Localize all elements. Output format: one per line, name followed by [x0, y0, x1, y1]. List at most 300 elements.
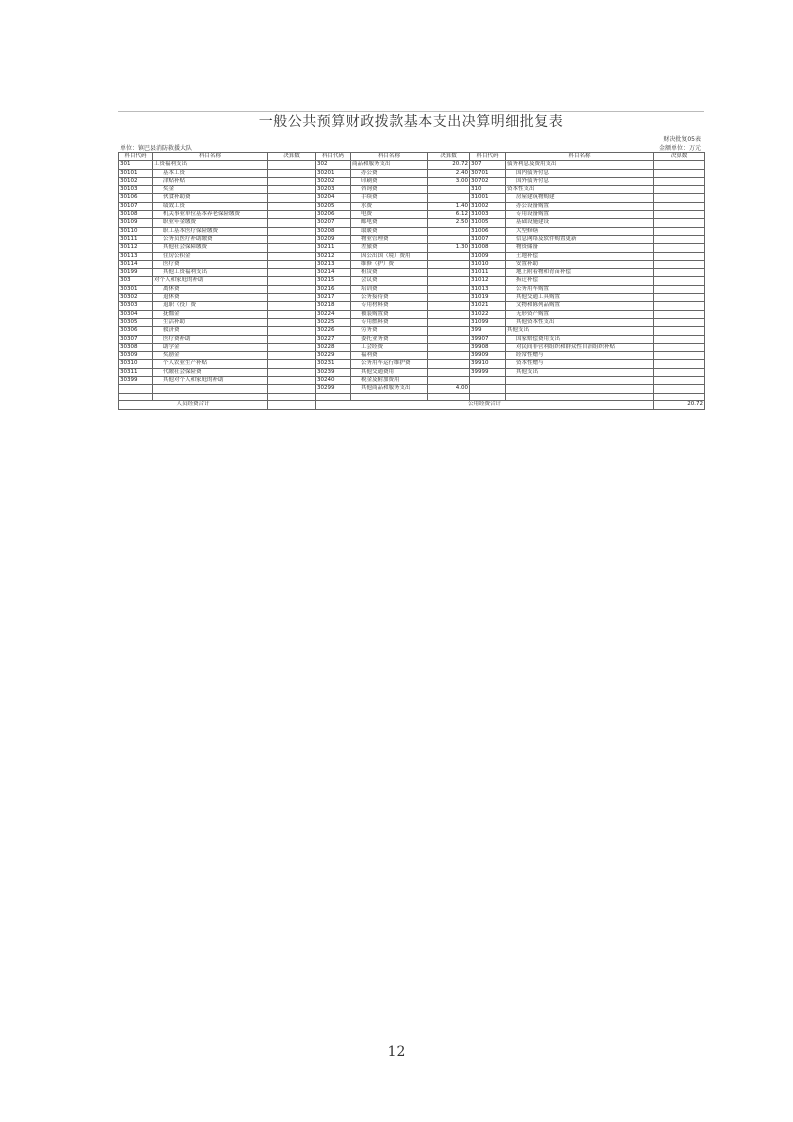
amount — [654, 252, 705, 260]
table-row — [119, 343, 705, 351]
account-name: 其他社会保障缴费 — [153, 244, 268, 252]
amount: 4.00 — [428, 385, 470, 393]
account-code: 31002 — [470, 202, 506, 210]
amount — [268, 327, 316, 335]
amount — [428, 377, 470, 385]
table-row — [119, 169, 705, 177]
amount — [654, 177, 705, 185]
account-name: 水费 — [351, 202, 428, 210]
table-row — [119, 260, 705, 268]
account-code: 30231 — [316, 360, 351, 368]
column-header: 决算数 — [268, 153, 316, 161]
amount — [654, 169, 705, 177]
money-unit-label: 金额单位：万元 — [658, 145, 701, 152]
amount — [268, 285, 316, 293]
amount — [268, 360, 316, 368]
account-name: 津贴补贴 — [153, 177, 268, 185]
header-row — [119, 153, 705, 161]
amount — [654, 285, 705, 293]
amount — [268, 335, 316, 343]
account-code: 30101 — [119, 169, 153, 177]
account-code: 30109 — [119, 219, 153, 227]
account-code: 39999 — [470, 368, 506, 376]
table-row — [119, 302, 705, 310]
account-name — [506, 377, 654, 385]
account-name: 取暖费 — [351, 227, 428, 235]
amount — [268, 269, 316, 277]
account-name: 租赁费 — [351, 269, 428, 277]
sheet-meta — [118, 133, 704, 152]
amount — [654, 186, 705, 194]
account-code: 30309 — [119, 352, 153, 360]
account-code: 30114 — [119, 260, 153, 268]
account-name: 国家赔偿费用支出 — [506, 335, 654, 343]
account-name: 机关事业单位基本养老保险缴费 — [153, 211, 268, 219]
amount — [268, 227, 316, 235]
account-name — [506, 385, 654, 393]
account-code: 307 — [470, 161, 506, 169]
account-name: 专用材料费 — [351, 302, 428, 310]
account-code: 30399 — [119, 377, 153, 385]
amount — [428, 343, 470, 351]
totals-row — [119, 400, 705, 409]
account-code: 31019 — [470, 294, 506, 302]
public-total-label: 公用经费合计 — [316, 400, 654, 409]
sheet-title: 一般公共预算财政拨款基本支出决算明细批复表 — [118, 111, 704, 133]
account-code: 31010 — [470, 260, 506, 268]
unit-label: 单位：镇巴县消防救援大队 — [120, 145, 193, 152]
spacer-row — [119, 393, 705, 400]
amount — [654, 211, 705, 219]
account-code: 30305 — [119, 318, 153, 326]
account-code: 31012 — [470, 277, 506, 285]
account-name: 维修（护）费 — [351, 260, 428, 268]
account-code: 30311 — [119, 368, 153, 376]
column-header: 决算数 — [654, 153, 705, 161]
account-code: 30306 — [119, 327, 153, 335]
account-name: 助学金 — [153, 343, 268, 351]
account-name: 大型修缮 — [506, 227, 654, 235]
account-code: 30201 — [316, 169, 351, 177]
amount — [654, 327, 705, 335]
amount — [654, 377, 705, 385]
amount — [268, 177, 316, 185]
account-code: 30228 — [316, 343, 351, 351]
account-name: 物资储备 — [506, 244, 654, 252]
account-name: 其他交通费用 — [351, 368, 428, 376]
account-name: 会议费 — [351, 277, 428, 285]
amount — [428, 227, 470, 235]
amount — [654, 352, 705, 360]
account-name: 差旅费 — [351, 244, 428, 252]
amount — [428, 318, 470, 326]
amount: 2.50 — [428, 219, 470, 227]
table-row — [119, 211, 705, 219]
account-name: 安置补助 — [506, 260, 654, 268]
table-row — [119, 294, 705, 302]
amount — [268, 277, 316, 285]
amount — [268, 186, 316, 194]
amount — [428, 335, 470, 343]
account-code: 39907 — [470, 335, 506, 343]
amount — [268, 161, 316, 169]
account-name: 医疗费 — [153, 260, 268, 268]
account-code: 30310 — [119, 360, 153, 368]
table-row — [119, 186, 705, 194]
account-code: 30229 — [316, 352, 351, 360]
amount — [268, 194, 316, 202]
account-code: 30224 — [316, 310, 351, 318]
account-code: 31013 — [470, 285, 506, 293]
account-code — [470, 385, 506, 393]
amount — [428, 277, 470, 285]
account-name: 对个人和家庭的补助 — [153, 277, 268, 285]
account-name: 土地补偿 — [506, 252, 654, 260]
account-name: 电费 — [351, 211, 428, 219]
account-name: 退休费 — [153, 294, 268, 302]
account-name: 对民间非营利组织和群众性自治组织补贴 — [506, 343, 654, 351]
account-code: 30112 — [119, 244, 153, 252]
table-row — [119, 360, 705, 368]
account-name: 物业管理费 — [351, 235, 428, 243]
account-code: 30113 — [119, 252, 153, 260]
account-code: 30205 — [316, 202, 351, 210]
account-code: 31009 — [470, 252, 506, 260]
empty-cell — [470, 393, 506, 400]
account-code: 30199 — [119, 269, 153, 277]
amount — [268, 377, 316, 385]
empty-cell — [316, 393, 351, 400]
account-code: 30212 — [316, 252, 351, 260]
amount — [654, 343, 705, 351]
amount — [654, 244, 705, 252]
account-name: 职业年金缴费 — [153, 219, 268, 227]
amount — [654, 219, 705, 227]
amount — [654, 360, 705, 368]
account-code: 30218 — [316, 302, 351, 310]
table-row — [119, 219, 705, 227]
account-name: 邮电费 — [351, 219, 428, 227]
amount — [654, 235, 705, 243]
account-name: 培训费 — [351, 285, 428, 293]
amount: 6.12 — [428, 211, 470, 219]
amount — [428, 360, 470, 368]
table-row — [119, 310, 705, 318]
empty-cell — [506, 393, 654, 400]
form-id: 财决批复05表 — [663, 136, 701, 143]
amount — [268, 368, 316, 376]
amount — [654, 161, 705, 169]
account-name: 被装购置费 — [351, 310, 428, 318]
account-code: 30307 — [119, 335, 153, 343]
empty-cell — [351, 393, 428, 400]
account-code: 31003 — [470, 211, 506, 219]
column-header: 科目名称 — [351, 153, 428, 161]
account-name: 其他交通工具购置 — [506, 294, 654, 302]
amount — [428, 302, 470, 310]
amount — [428, 260, 470, 268]
account-name: 绩效工资 — [153, 202, 268, 210]
amount: 20.72 — [428, 161, 470, 169]
amount: 3.00 — [428, 177, 470, 185]
account-name: 离休费 — [153, 285, 268, 293]
empty-cell — [428, 393, 470, 400]
account-name: 个人农业生产补贴 — [153, 360, 268, 368]
account-code: 30202 — [316, 177, 351, 185]
account-code: 31011 — [470, 269, 506, 277]
account-code: 30106 — [119, 194, 153, 202]
account-code: 30211 — [316, 244, 351, 252]
account-name: 拆迁补偿 — [506, 277, 654, 285]
table-row — [119, 377, 705, 385]
column-header: 科目名称 — [153, 153, 268, 161]
column-header: 决算数 — [428, 153, 470, 161]
account-code: 30302 — [119, 294, 153, 302]
account-name: 经常性赠与 — [506, 352, 654, 360]
account-name: 救济费 — [153, 327, 268, 335]
account-code: 30701 — [470, 169, 506, 177]
account-code: 31099 — [470, 318, 506, 326]
amount — [268, 318, 316, 326]
amount — [428, 235, 470, 243]
account-name: 公务员医疗补助缴费 — [153, 235, 268, 243]
account-name: 文物和陈列品购置 — [506, 302, 654, 310]
account-code: 30702 — [470, 177, 506, 185]
account-name: 商品和服务支出 — [351, 161, 428, 169]
amount — [654, 385, 705, 393]
account-name: 其他商品和服务支出 — [351, 385, 428, 393]
amount — [654, 310, 705, 318]
account-name: 债务利息及费用支出 — [506, 161, 654, 169]
account-code: 303 — [119, 277, 153, 285]
table-row — [119, 368, 705, 376]
account-name: 咨询费 — [351, 186, 428, 194]
account-code: 39908 — [470, 343, 506, 351]
account-name: 工会经费 — [351, 343, 428, 351]
amount — [268, 219, 316, 227]
amount — [654, 318, 705, 326]
account-name: 公务用车购置 — [506, 285, 654, 293]
table-row — [119, 335, 705, 343]
amount — [268, 244, 316, 252]
account-name: 其他工资福利支出 — [153, 269, 268, 277]
table-row — [119, 277, 705, 285]
account-name: 手续费 — [351, 194, 428, 202]
account-code: 31022 — [470, 310, 506, 318]
account-code: 30239 — [316, 368, 351, 376]
account-code: 30303 — [119, 302, 153, 310]
amount — [268, 310, 316, 318]
amount: 2.40 — [428, 169, 470, 177]
account-name: 代缴社会保险费 — [153, 368, 268, 376]
account-code: 30203 — [316, 186, 351, 194]
empty-cell — [268, 393, 316, 400]
amount — [428, 327, 470, 335]
account-code: 30299 — [316, 385, 351, 393]
empty-cell — [153, 393, 268, 400]
table-row — [119, 177, 705, 185]
table-row — [119, 252, 705, 260]
account-name: 其他支出 — [506, 327, 654, 335]
account-code: 30207 — [316, 219, 351, 227]
account-code: 301 — [119, 161, 153, 169]
table-row — [119, 385, 705, 393]
account-code: 31021 — [470, 302, 506, 310]
account-name: 奖金 — [153, 186, 268, 194]
account-name: 基本工资 — [153, 169, 268, 177]
amount — [654, 260, 705, 268]
public-total-value: 20.72 — [654, 400, 705, 409]
account-code: 30214 — [316, 269, 351, 277]
account-code: 39910 — [470, 360, 506, 368]
table-row — [119, 235, 705, 243]
amount — [654, 194, 705, 202]
amount — [268, 169, 316, 177]
amount — [428, 368, 470, 376]
account-code: 310 — [470, 186, 506, 194]
amount — [268, 260, 316, 268]
account-code: 31001 — [470, 194, 506, 202]
account-code: 39909 — [470, 352, 506, 360]
account-name: 委托业务费 — [351, 335, 428, 343]
account-name: 伙食补助费 — [153, 194, 268, 202]
account-code: 399 — [470, 327, 506, 335]
amount — [428, 186, 470, 194]
account-code: 30107 — [119, 202, 153, 210]
account-name: 住房公积金 — [153, 252, 268, 260]
account-name: 印刷费 — [351, 177, 428, 185]
account-name: 其他支出 — [506, 368, 654, 376]
account-name: 税金及附加费用 — [351, 377, 428, 385]
account-code: 30227 — [316, 335, 351, 343]
amount — [268, 302, 316, 310]
table-row — [119, 227, 705, 235]
amount — [654, 269, 705, 277]
amount — [654, 277, 705, 285]
account-code: 31006 — [470, 227, 506, 235]
amount — [428, 310, 470, 318]
account-name: 工资福利支出 — [153, 161, 268, 169]
table-body — [119, 153, 705, 410]
account-name: 办公费 — [351, 169, 428, 177]
account-name: 专用燃料费 — [351, 318, 428, 326]
account-name: 其他资本性支出 — [506, 318, 654, 326]
table-row — [119, 244, 705, 252]
account-code: 30204 — [316, 194, 351, 202]
account-name: 其他对个人和家庭的补助 — [153, 377, 268, 385]
personnel-total-value — [268, 400, 316, 409]
account-name: 资本性支出 — [506, 186, 654, 194]
account-code: 30108 — [119, 211, 153, 219]
table-row — [119, 202, 705, 210]
account-code: 302 — [316, 161, 351, 169]
account-name: 房屋建筑物购建 — [506, 194, 654, 202]
account-code: 31007 — [470, 235, 506, 243]
account-name: 国外债务付息 — [506, 177, 654, 185]
empty-cell — [654, 393, 705, 400]
table-row — [119, 161, 705, 169]
table-row — [119, 318, 705, 326]
account-code: 30110 — [119, 227, 153, 235]
amount: 1.40 — [428, 202, 470, 210]
account-name: 无形资产购置 — [506, 310, 654, 318]
account-code: 30206 — [316, 211, 351, 219]
account-name: 公务用车运行维护费 — [351, 360, 428, 368]
amount — [654, 302, 705, 310]
account-code: 30111 — [119, 235, 153, 243]
amount: 1.30 — [428, 244, 470, 252]
account-name: 退职（役）费 — [153, 302, 268, 310]
account-name: 奖励金 — [153, 352, 268, 360]
account-code: 30240 — [316, 377, 351, 385]
amount — [654, 202, 705, 210]
column-header: 科目代码 — [316, 153, 351, 161]
account-code: 30102 — [119, 177, 153, 185]
account-code: 30208 — [316, 227, 351, 235]
account-code: 31005 — [470, 219, 506, 227]
amount — [654, 368, 705, 376]
account-name: 国内债务付息 — [506, 169, 654, 177]
amount — [428, 194, 470, 202]
account-code: 30103 — [119, 186, 153, 194]
amount — [268, 352, 316, 360]
account-name: 劳务费 — [351, 327, 428, 335]
amount — [654, 227, 705, 235]
account-code: 30301 — [119, 285, 153, 293]
account-name: 公务接待费 — [351, 294, 428, 302]
account-name: 基础设施建设 — [506, 219, 654, 227]
account-name: 地上附着物和青苗补偿 — [506, 269, 654, 277]
page-number: 12 — [387, 1044, 406, 1060]
amount — [428, 269, 470, 277]
account-name — [153, 385, 268, 393]
amount — [268, 211, 316, 219]
account-name: 因公出国（境）费用 — [351, 252, 428, 260]
account-code: 30225 — [316, 318, 351, 326]
table-row — [119, 194, 705, 202]
account-name: 资本性赠与 — [506, 360, 654, 368]
account-code: 30226 — [316, 327, 351, 335]
account-code — [119, 385, 153, 393]
account-name: 信息网络及软件购置更新 — [506, 235, 654, 243]
account-code — [470, 377, 506, 385]
amount — [428, 252, 470, 260]
empty-cell — [119, 393, 153, 400]
amount — [268, 202, 316, 210]
amount — [268, 343, 316, 351]
account-name: 职工基本医疗保险缴费 — [153, 227, 268, 235]
account-code: 30209 — [316, 235, 351, 243]
account-name: 福利费 — [351, 352, 428, 360]
personnel-total-label: 人员经费合计 — [119, 400, 268, 409]
amount — [268, 385, 316, 393]
expenditure-table — [118, 152, 705, 410]
column-header: 科目代码 — [470, 153, 506, 161]
table-row — [119, 327, 705, 335]
table-row — [119, 269, 705, 277]
account-code: 30216 — [316, 285, 351, 293]
account-name: 生活补助 — [153, 318, 268, 326]
account-name: 办公设备购置 — [506, 202, 654, 210]
amount — [268, 252, 316, 260]
amount — [428, 352, 470, 360]
amount — [654, 335, 705, 343]
account-code: 30308 — [119, 343, 153, 351]
amount — [654, 294, 705, 302]
account-code: 30304 — [119, 310, 153, 318]
amount — [268, 235, 316, 243]
account-name: 专用设备购置 — [506, 211, 654, 219]
